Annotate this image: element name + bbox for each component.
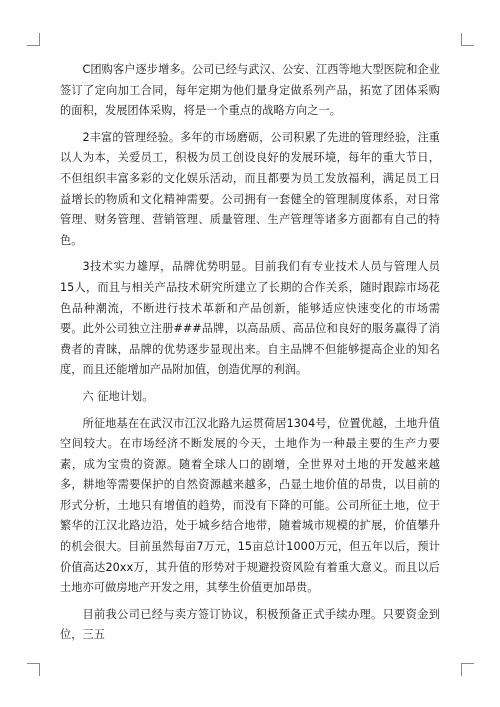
- paragraph-agreement: 目前我公司已经与卖方签订协议，积极预备正式手续办理。只要资金到位，三五: [60, 607, 440, 642]
- crop-mark-top-right: [461, 33, 474, 46]
- paragraph-technical-strength: 3技术实力雄厚，品牌优势明显。目前我们有专业技术人员与管理人员15人，而且与相关产品技术研究所建立了长期的合作关系，随时跟踪市场花色品种潮流，不断进行技术革新和产品创新，能够适应快速变化的市场需要。此外公司独立注册###品牌，以高品质、高品位和良好的服务赢得了消费者的青睐，品牌的优势逐步显现出来。自主品牌不但能够提高企业的知名度，而且还能增加产品附加值，创造优厚的利润。: [60, 260, 440, 377]
- paragraph-group-purchase: C团购客户逐步增多。公司已经与武汉、公安、江西等地大型医院和企业签订了定向加工合同，每年定期为他们量身定做系列产品，拓宽了团体采购的面积，发展团体采购，将是一个重点的战略方向之一。: [60, 63, 440, 118]
- crop-mark-bottom-left: [27, 663, 40, 676]
- paragraph-management-experience: 2丰富的管理经验。多年的市场磨砺，公司积累了先进的管理经验，注重以人为本，关爱员工，积极为员工创设良好的发展环境，每年的重大节日，不但组织丰富多彩的文化娱乐活动，而且都要为员工发放福利，满足员工日益增长的物质和文化精神需要。公司拥有一套健全的管理制度体系，对日常管理、财务管理、营销管理、质量管理、生产管理等诸多方面都有自己的特色。: [60, 130, 440, 247]
- crop-mark-bottom-right: [461, 663, 474, 676]
- paragraph-land-location: 所征地基在在武汉市江汉北路九运贯荷居1304号，位置优越，土地升值空间较大。在市场经济不断发展的今天，土地作为一种最主要的生产力要素，成为宝贵的资源。随着全球人口的剧增，全世界对土地的开发越来越多，耕地等需要保护的自然资源越来越多，凸显土地价值的昂贵，以目前的形式分析，土地只有增值的趋势，而没有下降的可能。公司所征土地，位于繁华的江汉北路边沿，处于城乡结合地带，随着城市规模的扩展，价值攀升的机会很大。目前虽然每亩7万元，15亩总计1000万元，但五年以后，预计价值高达20xx万，其升值的形势对于规避投资风险有着重大意义。而且以后土地亦可做房地产开发之用，其孳生价值更加昂贵。: [60, 416, 440, 595]
- crop-mark-top-left: [27, 33, 40, 46]
- section-heading-land-plan: 六 征地计划。: [82, 389, 154, 403]
- document-body: [60, 60, 440, 646]
